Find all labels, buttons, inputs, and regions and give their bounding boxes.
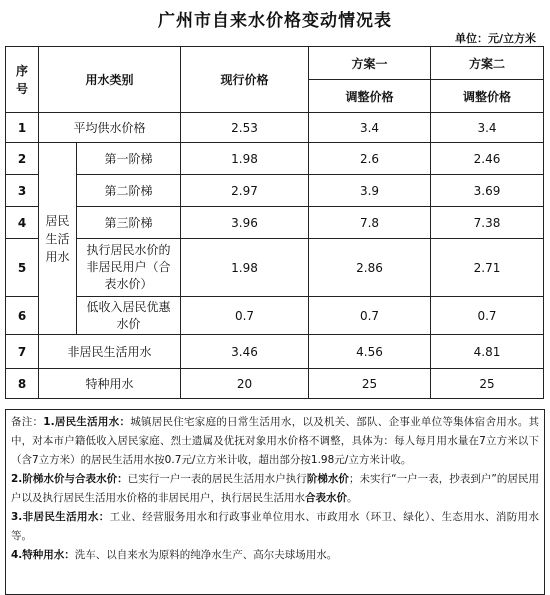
note-4: 4.特种用水：洗车、以自来水为原料的纯净水生产、高尔夫球场用水。 (11, 549, 338, 561)
row-plan2: 0.7 (431, 297, 544, 335)
row-current: 1.98 (181, 143, 309, 175)
row-current: 3.46 (181, 335, 309, 369)
row-no: 1 (6, 113, 39, 143)
row-plan1: 3.4 (309, 113, 431, 143)
row-plan1: 25 (309, 369, 431, 399)
row-current: 3.96 (181, 207, 309, 239)
row-name: 平均供水价格 (39, 113, 181, 143)
row-plan2: 4.81 (431, 335, 544, 369)
row-no: 3 (6, 175, 39, 207)
row-name: 执行居民水价的非居民用户（合表水价） (77, 239, 181, 297)
row-no: 8 (6, 369, 39, 399)
row-no: 5 (6, 239, 39, 297)
row-plan1: 7.8 (309, 207, 431, 239)
header-current: 现行价格 (181, 47, 309, 113)
row-name: 非居民生活用水 (39, 335, 181, 369)
table-row (6, 207, 544, 239)
table-row (6, 143, 544, 175)
row-no: 4 (6, 207, 39, 239)
note-2: 2.阶梯水价与合表水价：已实行一户一表的居民生活用水户执行阶梯水价；未实行“一户一表，抄表到户”的居民用户以及执行居民生活用水价格的非居民用户，执行居民生活用水合表水价。 (11, 473, 540, 504)
header-seq: 序号 (6, 47, 39, 113)
row-no: 6 (6, 297, 39, 335)
row-name: 第二阶梯 (77, 175, 181, 207)
row-plan2: 7.38 (431, 207, 544, 239)
row-plan1: 4.56 (309, 335, 431, 369)
row-no: 2 (6, 143, 39, 175)
row-plan1: 2.86 (309, 239, 431, 297)
note-3: 3.非居民生活用水：工业、经营服务用水和行政事业单位用水、市政用水（环卫、绿化）、生态用水、消防用水等。 (11, 511, 540, 542)
row-name: 第三阶梯 (77, 207, 181, 239)
row-current: 1.98 (181, 239, 309, 297)
row-name: 第一阶梯 (77, 143, 181, 175)
table-title: 广州市自来水价格变动情况表 (158, 11, 392, 31)
row-plan2: 3.69 (431, 175, 544, 207)
resident-group-label: 居民生活用水 (39, 143, 77, 335)
table-row (6, 239, 544, 297)
row-current: 20 (181, 369, 309, 399)
row-plan1: 0.7 (309, 297, 431, 335)
header-row-1 (6, 47, 544, 80)
header-plan2: 方案二 (431, 47, 544, 80)
notes-section (5, 409, 545, 595)
note-1: 备注：1.居民生活用水：城镇居民住宅家庭的日常生活用水，以及机关、部队、企事业单位等集体宿舍用水。其中，对本市户籍低收入居民家庭、烈士遗属及优抚对象用水价格不调整，具体为：每人每月用水量在7立方米以下（含7立方米）的居民生活用水按0.7元/立方米计收，超出部分按1.98元/立方米计收。 (11, 416, 540, 466)
header-plan1: 方案一 (309, 47, 431, 80)
header-plan2-adjusted: 调整价格 (431, 80, 544, 113)
row-current: 2.97 (181, 175, 309, 207)
row-current: 0.7 (181, 297, 309, 335)
row-no: 7 (6, 335, 39, 369)
unit-label: 单位：元/立方米 (454, 32, 536, 45)
row-plan2: 2.46 (431, 143, 544, 175)
header-category: 用水类别 (39, 47, 181, 113)
price-table (5, 46, 544, 399)
table-row (6, 113, 544, 143)
table-row (6, 297, 544, 335)
row-plan2: 2.71 (431, 239, 544, 297)
row-name: 特种用水 (39, 369, 181, 399)
row-plan1: 3.9 (309, 175, 431, 207)
table-row (6, 175, 544, 207)
row-plan2: 25 (431, 369, 544, 399)
row-name: 低收入居民优惠水价 (77, 297, 181, 335)
row-current: 2.53 (181, 113, 309, 143)
row-plan2: 3.4 (431, 113, 544, 143)
row-plan1: 2.6 (309, 143, 431, 175)
header-plan1-adjusted: 调整价格 (309, 80, 431, 113)
table-row (6, 369, 544, 399)
table-row (6, 335, 544, 369)
